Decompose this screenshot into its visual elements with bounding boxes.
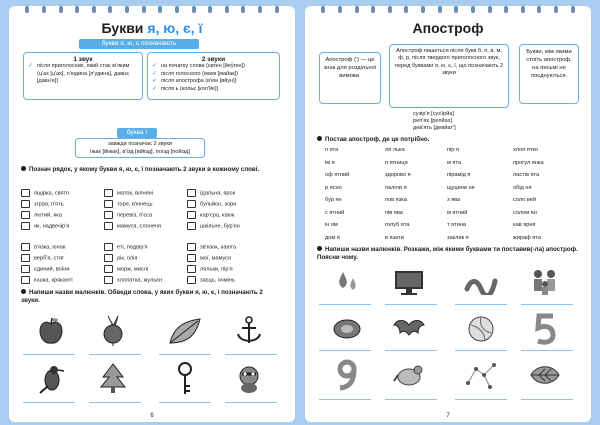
task-1-text: Познач рядок, у якому букви я, ю, є, ї позначають 2 звуки в кожному слові. <box>29 166 260 173</box>
fill-word[interactable]: м ятний <box>447 209 468 216</box>
fill-word[interactable]: хлоп ятко <box>513 147 539 153</box>
one-sound-heading: 1 звук <box>73 56 93 63</box>
checkbox[interactable] <box>21 189 30 197</box>
checklist-item-text: мої, мамуся <box>200 255 232 262</box>
checklist-item-text: як, надвечір'я <box>34 223 70 230</box>
answer-line[interactable] <box>455 304 507 305</box>
one-sound-box <box>23 52 143 100</box>
task-1 <box>317 136 579 144</box>
checkbox[interactable] <box>104 265 113 273</box>
checkbox[interactable] <box>187 189 196 197</box>
checkbox[interactable] <box>187 254 196 262</box>
task-2 <box>317 246 579 262</box>
checklist-item-text: в'язка, юнак <box>34 244 66 251</box>
answer-line[interactable] <box>385 304 437 305</box>
checkbox[interactable] <box>104 276 113 284</box>
binder-rings <box>9 6 295 14</box>
checkbox[interactable] <box>21 222 30 230</box>
checkbox[interactable] <box>187 243 196 251</box>
checklist-item-text: зграя, п'ять <box>34 201 64 208</box>
checkbox[interactable] <box>187 276 196 284</box>
rule-example: дев'ять [девйат'] <box>413 125 456 131</box>
task-2-text: Напиши назви малюнків. Розкажи, між якими буквами ти поставив(-ла) апостроф. Поясни чому. <box>317 246 578 261</box>
fill-word[interactable]: здорово я <box>385 172 411 179</box>
checkbox[interactable] <box>104 200 113 208</box>
checklist-item[interactable] <box>187 211 234 219</box>
answer-line[interactable] <box>159 354 211 355</box>
answer-line[interactable] <box>319 350 371 351</box>
fir-tree-icon <box>93 360 133 398</box>
checkbox[interactable] <box>104 222 113 230</box>
checkbox[interactable] <box>187 200 196 208</box>
checkbox[interactable] <box>21 254 30 262</box>
fill-word[interactable]: заклик я <box>447 234 469 241</box>
rule-item: ✓ на початку слова (євген [йеўген]) <box>151 63 276 71</box>
answer-line[interactable] <box>89 402 141 403</box>
rule-item: ✓ після голосного (маяк [майак]) <box>151 71 276 79</box>
checklist-item-text: ящірка, свято <box>34 190 70 197</box>
answer-line[interactable] <box>385 350 437 351</box>
answer-line[interactable] <box>455 399 507 400</box>
key-icon <box>165 360 205 398</box>
beet-icon <box>93 312 133 350</box>
family-icon <box>525 264 565 302</box>
fill-word[interactable]: соло вей <box>513 197 536 203</box>
raccoon-icon <box>229 360 269 398</box>
checklist-item[interactable] <box>187 200 236 208</box>
checkbox[interactable] <box>104 254 113 262</box>
checklist-item-text: торе, в'юнець <box>117 201 153 208</box>
answer-line[interactable] <box>159 402 211 403</box>
answer-line[interactable] <box>225 354 277 355</box>
checklist-item[interactable] <box>21 211 62 219</box>
checklist-item[interactable] <box>104 243 148 251</box>
fill-word[interactable]: бур ян <box>325 197 342 203</box>
apple-icon <box>31 312 71 350</box>
fill-word[interactable]: паліли я <box>385 184 407 191</box>
leaf-icon <box>525 356 565 394</box>
checklist-item[interactable] <box>21 265 69 273</box>
checklist-item-text: заєць, ячмінь <box>200 277 235 284</box>
rule-example: реп'ях [репйах] <box>413 118 453 124</box>
fill-word[interactable]: з ява <box>447 197 461 203</box>
yi-text: завжди позначає 2 звуки <box>108 141 172 147</box>
rule-example: сузір'я [суз'ірйа] <box>413 111 455 117</box>
checkbox[interactable] <box>104 211 113 219</box>
five-icon <box>525 310 565 348</box>
fill-word[interactable]: солом ян <box>513 209 537 216</box>
answer-line[interactable] <box>455 350 507 351</box>
checkbox[interactable] <box>187 265 196 273</box>
fill-word[interactable]: с ятний <box>325 209 345 216</box>
rule-item: ✓ після ь (кольє [кол'йе]) <box>151 86 276 94</box>
nine-icon <box>327 356 367 394</box>
yi-examples: їжак [йіжак], в'їзд [війізд], поїзд [пойізд] <box>90 148 190 155</box>
task-1 <box>21 166 283 174</box>
fill-word[interactable]: пів ява <box>385 209 403 216</box>
left-page <box>9 6 295 422</box>
checklist-item-text: шкільне, бур'ян <box>200 223 240 230</box>
checklist-item-text: верб'я, стяг <box>34 255 64 262</box>
checklist-item[interactable] <box>21 243 65 251</box>
fill-word[interactable]: прогул янка <box>513 159 544 166</box>
fill-word[interactable]: кав ярня <box>513 222 536 229</box>
answer-line[interactable] <box>521 304 573 305</box>
task-2 <box>21 289 283 305</box>
computer-icon <box>389 264 429 302</box>
fill-word[interactable]: м ята <box>447 159 462 166</box>
checklist-item-text: лютий, яка <box>34 212 62 219</box>
checklist-item[interactable] <box>104 211 152 219</box>
right-page <box>305 6 591 422</box>
checklist-item-text: мамуся, слоненя <box>117 223 162 230</box>
rule-examples <box>413 111 456 132</box>
checklist-item-text: еті, подвір'я <box>117 244 148 251</box>
fill-word[interactable]: дом я <box>325 234 340 241</box>
yi-label: буква ї <box>117 128 157 138</box>
leaf-plant-icon <box>165 312 205 350</box>
checklist-item[interactable] <box>187 265 233 273</box>
checkbox[interactable] <box>187 211 196 219</box>
checklist-item[interactable] <box>187 189 235 197</box>
checkbox[interactable] <box>21 276 30 284</box>
checklist-item-text: хлопатка, жульєн <box>117 277 163 284</box>
fill-word[interactable]: жираф ята <box>513 234 541 241</box>
checkbox[interactable] <box>21 211 30 219</box>
checklist-item[interactable] <box>21 276 73 284</box>
fill-word[interactable]: пов язка <box>385 197 407 203</box>
checklist-item[interactable] <box>104 189 153 197</box>
checklist-item-text: морж, мислі <box>117 266 149 273</box>
page-title: Апостроф <box>412 20 484 36</box>
checklist-item[interactable] <box>21 189 69 197</box>
fill-word[interactable]: р ясно <box>325 184 342 191</box>
apostrophe-definition: Апостроф (') — це знак для роздільної вимови. <box>319 52 381 104</box>
anchor-icon <box>229 312 269 350</box>
ball-icon <box>461 310 501 348</box>
checklist-item[interactable] <box>104 276 162 284</box>
checklist-item[interactable] <box>21 222 69 230</box>
fill-word[interactable]: пір я <box>447 147 459 153</box>
checkbox[interactable] <box>104 189 113 197</box>
checklist-item-text: рік, олія <box>117 255 138 262</box>
pigeon-icon <box>389 356 429 394</box>
bat-icon <box>389 310 429 348</box>
fill-word[interactable]: голуб ята <box>385 222 410 229</box>
one-sound-text: ✓ після приголосних, який стає м'яким (ц'ах [ц'ах], л'юдина [л'удина], давнє [давн'е]) <box>27 63 139 86</box>
checklist-item[interactable] <box>104 222 161 230</box>
fill-word[interactable]: ля лька <box>385 147 405 153</box>
rule-text: Апостроф пишеться після букв б, п, в, м, ф, р, після твердого приголосного звук, перед буквами я, ю, є, ї, що позначають 2 звуки <box>394 48 504 77</box>
checklist-item-text: бульйон, зоря <box>200 201 237 208</box>
task-2-text: Напиши назви малюнків. Обведи слова, у яких букви я, ю, є, ї позначають 2 звуки. <box>21 289 263 304</box>
worm-icon <box>461 264 501 302</box>
answer-line[interactable] <box>521 350 573 351</box>
checklist-item-text: маток, вілняні <box>117 190 153 197</box>
checklist-item-text: їдальня, ярок <box>200 190 236 197</box>
checklist-item[interactable] <box>104 200 153 208</box>
fill-word[interactable]: п ятниця <box>385 159 408 166</box>
side-note: Букви, між якими стоїть апостроф, на письмі не поєднуються. <box>519 44 579 104</box>
answer-line[interactable] <box>521 399 573 400</box>
checklist-item-text: перевіз, п'єса <box>117 212 153 219</box>
fill-word[interactable]: пірамід я <box>447 172 471 179</box>
fill-word[interactable]: в язати <box>385 234 404 241</box>
constellation-icon <box>461 356 501 394</box>
checklist-item[interactable] <box>187 276 235 284</box>
two-sounds-box <box>147 52 280 100</box>
yi-box <box>75 138 205 158</box>
binder-rings <box>305 6 591 14</box>
checkbox[interactable] <box>21 200 30 208</box>
checkbox[interactable] <box>187 222 196 230</box>
fill-word[interactable]: ім я <box>325 159 335 166</box>
fill-word[interactable]: обід ня <box>513 184 532 191</box>
checklist-item[interactable] <box>104 254 137 262</box>
fill-word[interactable]: ін ям <box>325 222 338 229</box>
meat-icon <box>327 310 367 348</box>
fill-word[interactable]: оф ятний <box>325 172 350 179</box>
fill-word[interactable]: щуцяни ня <box>447 184 475 191</box>
checklist-item[interactable] <box>187 243 236 251</box>
checklist-item-text: зв'язок, каюта <box>200 244 237 251</box>
subtitle-bar: букви я, ю, є позначають <box>79 39 199 49</box>
page-number: 6 <box>150 413 154 419</box>
answer-line[interactable] <box>89 354 141 355</box>
fill-word[interactable]: п ята <box>325 147 339 153</box>
title-letters: я, ю, є, ї <box>147 20 203 36</box>
page-title <box>9 20 295 36</box>
fill-word[interactable]: ластів ята <box>513 172 540 179</box>
checklist-item-text: кар'єра, каюк <box>200 212 235 219</box>
drops-icon <box>327 264 367 302</box>
fill-word[interactable]: т ятина <box>447 222 467 229</box>
title-text: Букви <box>101 20 148 36</box>
checklist-item[interactable] <box>21 200 64 208</box>
answer-line[interactable] <box>319 399 371 400</box>
checkbox[interactable] <box>21 243 30 251</box>
checkbox[interactable] <box>104 243 113 251</box>
two-sounds-heading: 2 звуки <box>201 56 226 63</box>
task-1-text: Постав апостроф, де це потрібно. <box>325 136 430 143</box>
checklist-item-text: юшка, кряканті <box>34 277 73 284</box>
woodpecker-icon <box>31 360 71 398</box>
answer-line[interactable] <box>23 402 75 403</box>
checklist-item[interactable] <box>187 222 240 230</box>
checklist-item-text: ляльки, пір'я <box>200 266 233 273</box>
rule-item: ✓ після апострофа (в'юн [вйун]) <box>151 78 276 86</box>
checkbox[interactable] <box>21 265 30 273</box>
answer-line[interactable] <box>385 399 437 400</box>
rule-box <box>389 44 509 108</box>
checklist-item[interactable] <box>187 254 231 262</box>
checklist-item[interactable] <box>21 254 64 262</box>
answer-line[interactable] <box>225 402 277 403</box>
answer-line[interactable] <box>23 354 75 355</box>
page-number: 7 <box>446 413 450 419</box>
checklist-item-text: єдиний, воїни <box>34 266 70 273</box>
answer-line[interactable] <box>319 304 371 305</box>
checklist-item[interactable] <box>104 265 148 273</box>
